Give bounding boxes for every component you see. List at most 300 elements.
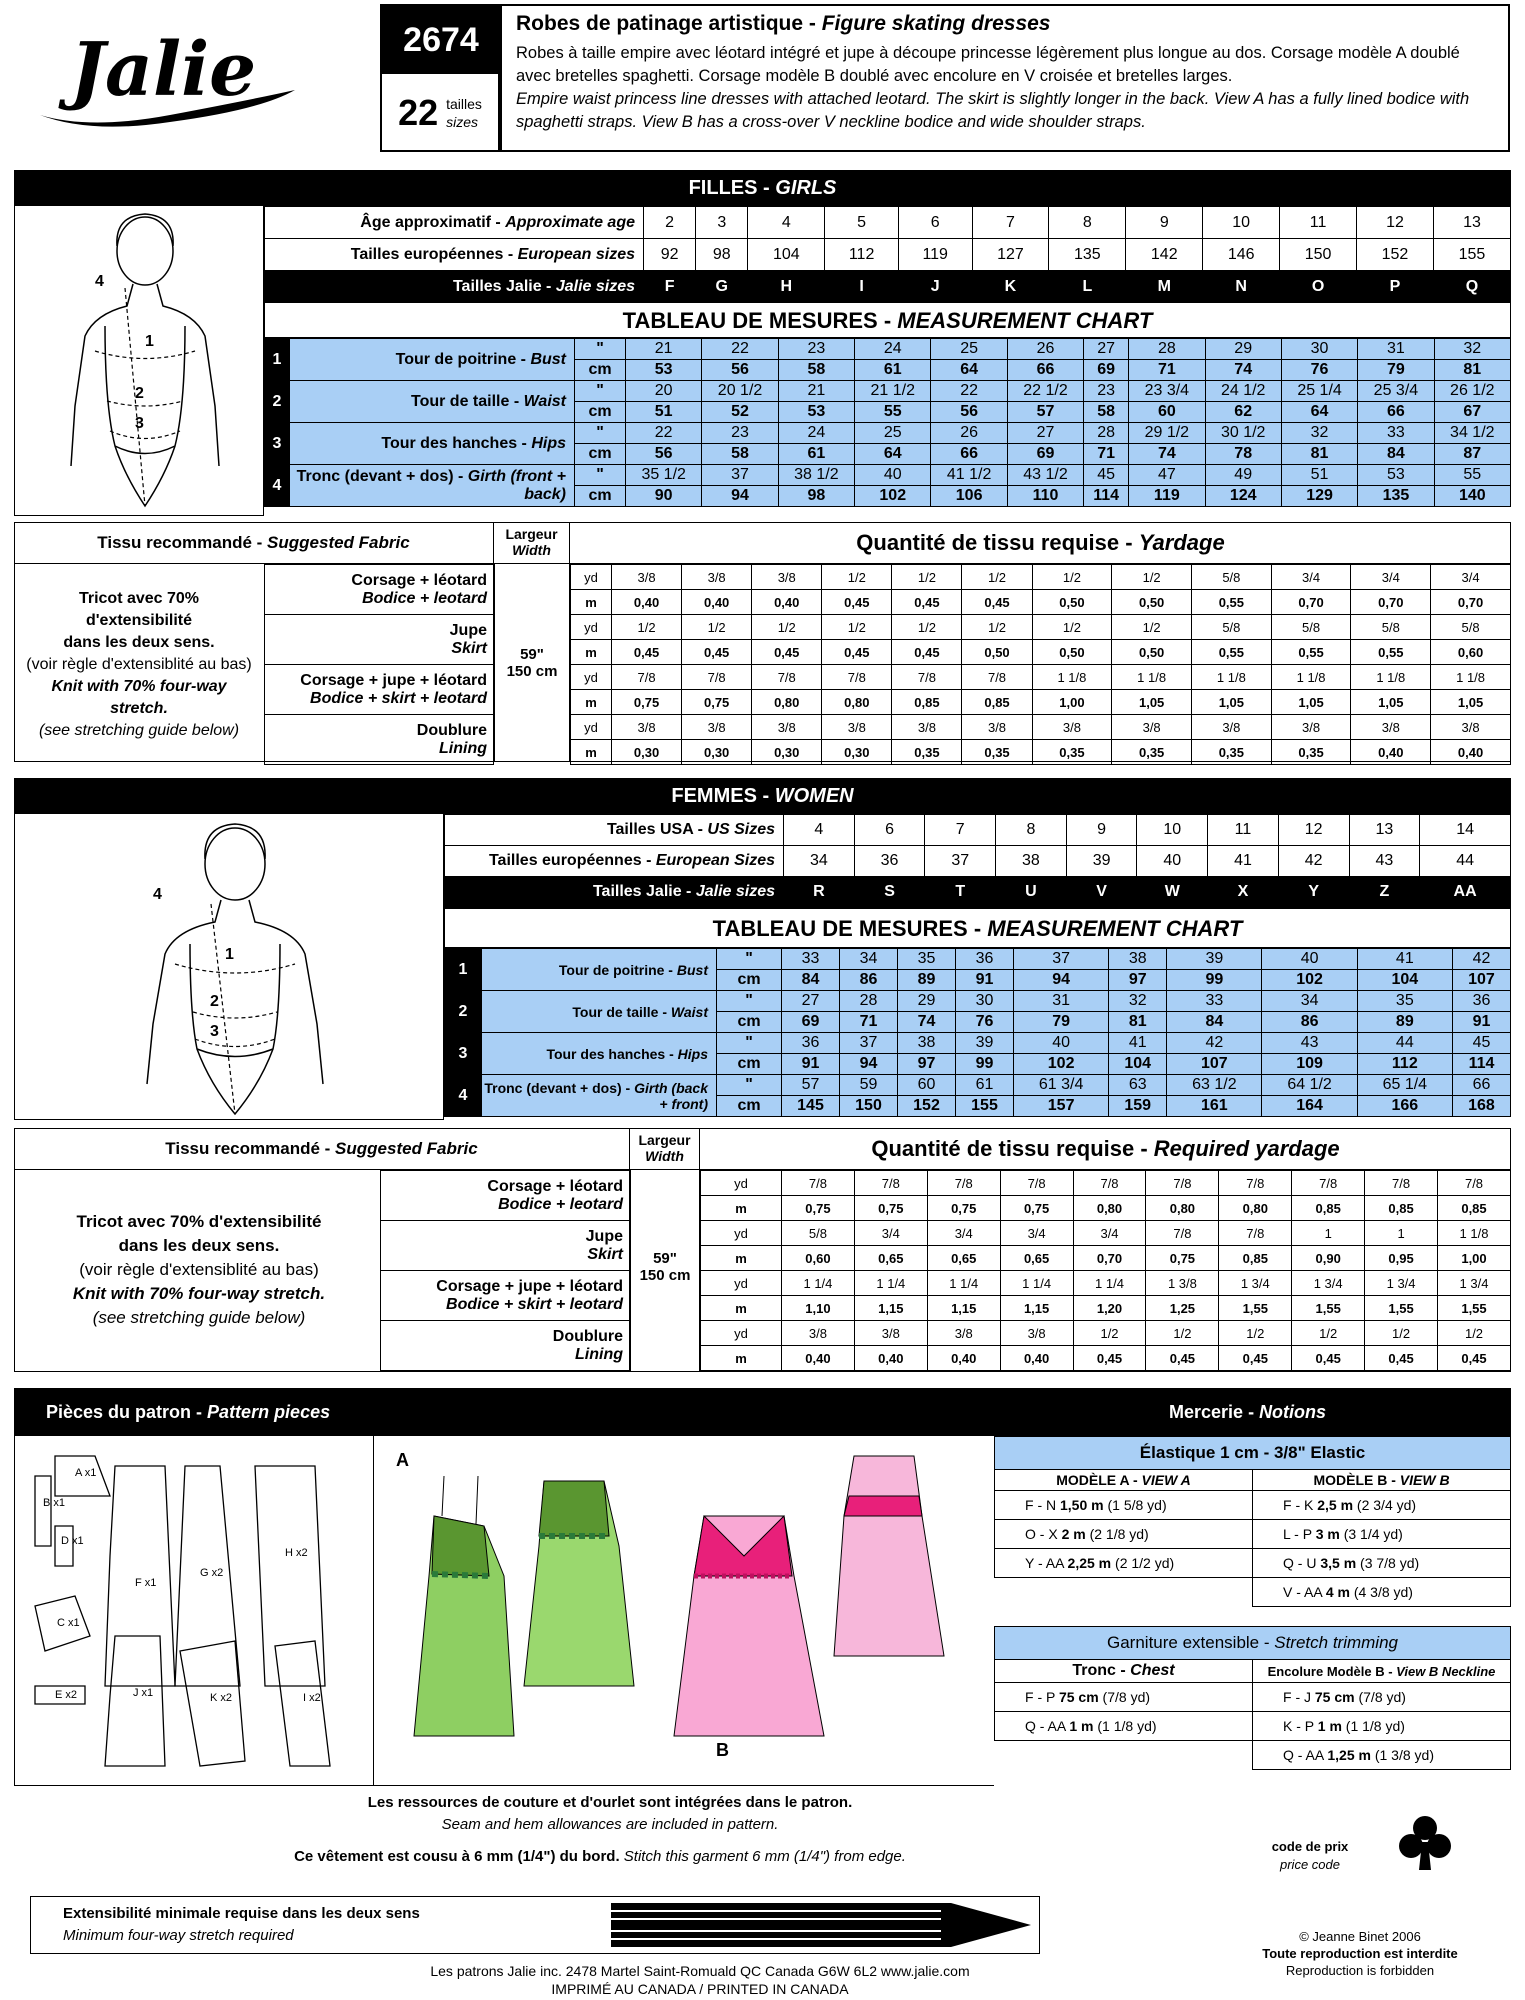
table-cell: 40	[855, 465, 931, 486]
address: Les patrons Jalie inc. 2478 Martel Saint-Romuald QC Canada G6W 6L2 www.jalie.com IMPRIMÉ AU CANADA / PRINTED IN CANADA	[430, 1963, 970, 1997]
table-cell: Doublure Lining	[381, 1321, 630, 1371]
table-cell: 34	[840, 949, 898, 970]
table-row	[571, 615, 1511, 640]
table-cell: 1 3/8	[1146, 1271, 1219, 1296]
table-cell: 3/8	[854, 1321, 927, 1346]
table-cell: 40	[1014, 1033, 1109, 1054]
table-cell: Tronc - Chest	[995, 1660, 1253, 1683]
table-cell: 3/4	[927, 1221, 1000, 1246]
table-cell: 38	[1109, 949, 1167, 970]
table-cell: Tailles Jalie - Jalie sizes	[265, 271, 644, 303]
table-cell: 0,45	[682, 640, 752, 665]
table-cell: 56	[626, 444, 702, 465]
table-cell: 135	[1049, 239, 1126, 271]
table-cell: "	[575, 339, 626, 360]
girls-measure-table	[264, 338, 1511, 507]
table-cell: 1 1/8	[1271, 665, 1351, 690]
table-cell: 9	[1066, 815, 1137, 846]
table-cell: 97	[1109, 970, 1167, 991]
table-cell: 7	[972, 207, 1049, 239]
women-yard-table	[700, 1170, 1511, 1371]
table-cell: 0,45	[822, 640, 892, 665]
table-cell: 0,35	[962, 740, 1032, 765]
table-row	[571, 665, 1511, 690]
table-cell: 0,40	[782, 1346, 855, 1371]
table-cell: 98	[778, 486, 854, 507]
table-cell: F	[644, 271, 696, 303]
table-cell: 1,15	[854, 1296, 927, 1321]
table-cell: 87	[1434, 444, 1510, 465]
table-cell: 89	[898, 970, 956, 991]
table-cell: 0,85	[1438, 1196, 1511, 1221]
table-cell: 5/8	[1431, 615, 1511, 640]
table-cell: 0,55	[1192, 590, 1272, 615]
women-width-val: 59" 150 cm	[630, 1170, 700, 1372]
table-cell: 3/8	[822, 715, 892, 740]
table-cell: Âge approximatif - Approximate age	[265, 207, 644, 239]
table-cell: 0,45	[752, 640, 822, 665]
table-cell: 124	[1205, 486, 1281, 507]
view-b-label: B	[716, 1740, 729, 1760]
table-row	[995, 1578, 1511, 1607]
table-cell: 3/8	[1431, 715, 1511, 740]
table-cell: 0,95	[1365, 1246, 1438, 1271]
table-row	[571, 690, 1511, 715]
table-cell: L - P 3 m (3 1/4 yd)	[1253, 1520, 1511, 1549]
table-cell: 53	[778, 402, 854, 423]
table-cell: 0,70	[1431, 590, 1511, 615]
table-cell: 84	[1358, 444, 1434, 465]
table-cell: 79	[1358, 360, 1434, 381]
table-cell: 28	[1129, 339, 1205, 360]
table-cell: 0,40	[1000, 1346, 1073, 1371]
table-cell: 7	[925, 815, 996, 846]
table-cell: K	[972, 271, 1049, 303]
table-cell: 13	[1349, 815, 1420, 846]
table-cell: 66	[1452, 1075, 1510, 1096]
table-cell: 30	[1281, 339, 1357, 360]
table-cell: 1/2	[1032, 565, 1112, 590]
table-cell: 4	[748, 207, 825, 239]
girls-width-head: Largeur Width	[494, 522, 570, 564]
table-cell: 3/4	[854, 1221, 927, 1246]
table-cell: 159	[1109, 1096, 1167, 1117]
table-cell: 155	[1433, 239, 1510, 271]
table-cell: 44	[1420, 846, 1511, 877]
table-cell: 1 3/4	[1219, 1271, 1292, 1296]
table-cell: 1/2	[962, 615, 1032, 640]
logo-text: Jalie	[70, 27, 257, 113]
svg-text:2: 2	[210, 993, 219, 1010]
table-cell: 3/8	[752, 565, 822, 590]
table-cell: Tour de poitrine - Bust	[290, 339, 575, 381]
table-cell: 11	[1208, 815, 1279, 846]
table-cell: 37	[840, 1033, 898, 1054]
table-cell: 43 1/2	[1007, 465, 1083, 486]
table-cell: 168	[1452, 1096, 1510, 1117]
table-cell: 34	[784, 846, 855, 877]
table-cell: 1 1/8	[1032, 665, 1112, 690]
table-cell: 0,75	[927, 1196, 1000, 1221]
table-cell: 3/4	[1351, 565, 1431, 590]
table-cell: 12	[1278, 815, 1349, 846]
table-cell: 3/8	[682, 715, 752, 740]
table-row	[265, 465, 1511, 486]
table-cell: 51	[1281, 465, 1357, 486]
table-cell: 5	[825, 207, 899, 239]
table-cell: 1,00	[1032, 690, 1112, 715]
piece-label: F x1	[135, 1577, 157, 1589]
table-cell: 1 1/8	[1431, 665, 1511, 690]
table-cell: 1/2	[1112, 615, 1192, 640]
table-cell: 7/8	[782, 1171, 855, 1196]
table-cell: 161	[1167, 1096, 1262, 1117]
table-cell: 78	[1205, 444, 1281, 465]
table-row	[265, 665, 494, 715]
table-cell: 61	[855, 360, 931, 381]
table-cell: 21	[778, 381, 854, 402]
table-cell: 32	[1281, 423, 1357, 444]
dress-a-front-icon	[414, 1476, 514, 1736]
table-cell: 5/8	[1351, 615, 1431, 640]
table-cell: U	[996, 877, 1067, 908]
table-cell: 1/2	[612, 615, 682, 640]
table-cell: 0,60	[1431, 640, 1511, 665]
table-row	[701, 1321, 1511, 1346]
table-cell: 84	[782, 970, 840, 991]
table-cell: 60	[1129, 402, 1205, 423]
table-cell: 28	[840, 991, 898, 1012]
table-cell	[995, 1741, 1253, 1770]
table-cell: yd	[571, 615, 612, 640]
piece-label: K x2	[210, 1692, 233, 1704]
table-cell: 7/8	[1292, 1171, 1365, 1196]
svg-text:1: 1	[145, 333, 154, 350]
table-cell: 0,80	[1219, 1196, 1292, 1221]
table-cell: 4	[784, 815, 855, 846]
table-row	[265, 423, 1511, 444]
table-cell: 3/8	[1032, 715, 1112, 740]
svg-text:2: 2	[135, 385, 144, 402]
table-cell: 30 1/2	[1205, 423, 1281, 444]
table-cell: 40	[1137, 846, 1208, 877]
body-figure-icon	[15, 206, 263, 514]
table-cell: O	[1280, 271, 1357, 303]
table-cell: cm	[717, 970, 782, 991]
table-cell: 0,80	[822, 690, 892, 715]
table-cell: 0,35	[1112, 740, 1192, 765]
table-cell: 6	[854, 815, 925, 846]
women-figure	[14, 814, 444, 1120]
table-cell: 2	[644, 207, 696, 239]
table-cell: 1,55	[1219, 1296, 1292, 1321]
table-cell: 104	[1357, 970, 1452, 991]
table-cell: 7/8	[612, 665, 682, 690]
table-cell: 0,45	[1073, 1346, 1146, 1371]
girls-width-val: 59" 150 cm	[494, 564, 570, 762]
table-cell: 30	[956, 991, 1014, 1012]
table-cell: 14	[1420, 815, 1511, 846]
table-cell: 7/8	[962, 665, 1032, 690]
table-cell: 21	[626, 339, 702, 360]
table-cell: 53	[1358, 465, 1434, 486]
table-cell: Tronc (devant + dos) - Girth (front + back)	[290, 465, 575, 507]
table-cell: 150	[1280, 239, 1357, 271]
table-cell: 1/2	[752, 615, 822, 640]
table-cell: Q - AA 1 m (1 1/8 yd)	[995, 1712, 1253, 1741]
table-cell: 62	[1205, 402, 1281, 423]
table-cell: 7/8	[1000, 1171, 1073, 1196]
table-cell: 9	[1126, 207, 1203, 239]
table-cell: 0,40	[854, 1346, 927, 1371]
piece-label: D x1	[61, 1535, 84, 1547]
table-cell: Z	[1349, 877, 1420, 908]
table-cell: 32	[1109, 991, 1167, 1012]
table-cell: 66	[931, 444, 1007, 465]
table-cell: m	[701, 1196, 782, 1221]
table-cell: 26	[1007, 339, 1083, 360]
table-cell: 23	[702, 423, 778, 444]
table-cell: 28	[1084, 423, 1129, 444]
table-cell: 57	[1007, 402, 1083, 423]
table-cell: 40	[1262, 949, 1357, 970]
table-cell: 45	[1452, 1033, 1510, 1054]
svg-text:3: 3	[135, 415, 144, 432]
table-cell: 1,55	[1292, 1296, 1365, 1321]
table-cell: 0,75	[1146, 1246, 1219, 1271]
table-cell: 64	[855, 444, 931, 465]
table-cell: 58	[778, 360, 854, 381]
table-cell: 0,75	[612, 690, 682, 715]
table-cell: 1/2	[1073, 1321, 1146, 1346]
table-cell: 0,50	[1112, 590, 1192, 615]
table-cell: Doublure Lining	[265, 715, 494, 765]
table-cell: 5/8	[782, 1221, 855, 1246]
table-row	[381, 1271, 630, 1321]
table-cell: cm	[575, 360, 626, 381]
table-cell: 152	[1357, 239, 1434, 271]
table-cell: 1/2	[1146, 1321, 1219, 1346]
table-cell: V	[1066, 877, 1137, 908]
table-cell: 166	[1357, 1096, 1452, 1117]
table-cell: 51	[626, 402, 702, 423]
table-cell: V - AA 4 m (4 3/8 yd)	[1253, 1578, 1511, 1607]
table-cell: 1 1/4	[927, 1271, 1000, 1296]
table-cell: T	[925, 877, 996, 908]
table-cell: F - N 1,50 m (1 5/8 yd)	[995, 1491, 1253, 1520]
table-cell: Encolure Modèle B - View B Neckline	[1253, 1660, 1511, 1683]
table-cell: 41	[1208, 846, 1279, 877]
table-cell: 37	[1014, 949, 1109, 970]
table-cell: 69	[1007, 444, 1083, 465]
table-cell: Tailles USA - US Sizes	[445, 815, 784, 846]
table-cell: P	[1357, 271, 1434, 303]
table-cell: 1 1/8	[1192, 665, 1272, 690]
table-cell: 1,20	[1073, 1296, 1146, 1321]
trim-table	[994, 1626, 1511, 1770]
table-cell: 0,55	[1271, 640, 1351, 665]
table-cell: "	[717, 1075, 782, 1096]
table-cell: 74	[1129, 444, 1205, 465]
view-a-label: A	[396, 1450, 409, 1470]
table-cell: 0,85	[962, 690, 1032, 715]
table-cell: 7/8	[892, 665, 962, 690]
table-row	[445, 1075, 1511, 1096]
table-cell: K - P 1 m (1 1/8 yd)	[1253, 1712, 1511, 1741]
table-cell: 1,05	[1431, 690, 1511, 715]
table-cell: 0,45	[892, 640, 962, 665]
svg-text:3: 3	[210, 1023, 219, 1040]
table-cell: 22	[702, 339, 778, 360]
table-cell: yd	[701, 1271, 782, 1296]
table-cell: Tour des hanches - Hips	[482, 1033, 717, 1075]
girls-sizes-table	[264, 206, 1511, 303]
table-cell: 41	[1357, 949, 1452, 970]
table-row	[445, 991, 1511, 1012]
dress-b-back-icon	[834, 1456, 944, 1656]
table-cell: 0,30	[822, 740, 892, 765]
table-cell: 55	[1434, 465, 1510, 486]
table-cell: 3/4	[1000, 1221, 1073, 1246]
table-cell: 3/4	[1271, 565, 1351, 590]
table-cell: 0,30	[612, 740, 682, 765]
table-cell: 106	[931, 486, 1007, 507]
table-cell: Y	[1278, 877, 1349, 908]
table-cell: 71	[1129, 360, 1205, 381]
girls-chart-title: TABLEAU DE MESURES - MEASUREMENT CHART	[264, 302, 1511, 338]
table-cell: "	[717, 1033, 782, 1054]
table-cell: 1 1/4	[854, 1271, 927, 1296]
table-cell: 0,50	[1032, 590, 1112, 615]
table-cell: R	[784, 877, 855, 908]
girls-fabric-desc: Tricot avec 70% d'extensibilité dans les deux sens. (voir règle d'extensiblité au bas) Knit with 70% four-way stretch. (see stretching guide below)	[26, 590, 252, 739]
table-cell: 102	[1262, 970, 1357, 991]
table-cell: 0,65	[927, 1246, 1000, 1271]
table-row	[381, 1221, 630, 1271]
table-cell: 81	[1434, 360, 1510, 381]
table-row	[571, 640, 1511, 665]
table-cell: 104	[748, 239, 825, 271]
table-cell: 0,85	[892, 690, 962, 715]
pattern-pieces-icon	[15, 1436, 373, 1784]
table-cell: 0,45	[1438, 1346, 1511, 1371]
table-cell: 13	[1433, 207, 1510, 239]
table-cell: F - J 75 cm (7/8 yd)	[1253, 1683, 1511, 1712]
table-cell: 0,70	[1271, 590, 1351, 615]
table-cell: 3/8	[927, 1321, 1000, 1346]
table-row	[701, 1246, 1511, 1271]
table-cell: 5/8	[1192, 615, 1272, 640]
header-text	[500, 6, 1508, 150]
table-cell: m	[701, 1296, 782, 1321]
table-cell: 1,55	[1438, 1296, 1511, 1321]
table-cell: "	[575, 423, 626, 444]
piece-label: B x1	[43, 1497, 66, 1509]
table-cell: 60	[898, 1075, 956, 1096]
table-cell: 1,15	[927, 1296, 1000, 1321]
table-row	[445, 877, 1511, 908]
table-cell: Jupe Skirt	[381, 1221, 630, 1271]
svg-text:4: 4	[95, 273, 104, 290]
women-chart-title: TABLEAU DE MESURES - MEASUREMENT CHART	[444, 908, 1511, 948]
table-cell: 1 3/4	[1438, 1271, 1511, 1296]
table-cell: 3/8	[782, 1321, 855, 1346]
table-cell: 0,55	[1351, 640, 1431, 665]
table-cell: 0,75	[1000, 1196, 1073, 1221]
table-cell: 58	[1084, 402, 1129, 423]
table-cell: 1,15	[1000, 1296, 1073, 1321]
table-row	[701, 1221, 1511, 1246]
table-cell: 42	[1167, 1033, 1262, 1054]
table-cell: 7/8	[1146, 1221, 1219, 1246]
table-cell: 24	[855, 339, 931, 360]
table-cell: 3	[265, 423, 290, 465]
table-cell: 3/8	[612, 715, 682, 740]
table-cell: 34 1/2	[1434, 423, 1510, 444]
table-cell: 37	[925, 846, 996, 877]
table-cell: 140	[1434, 486, 1510, 507]
table-cell: 1,05	[1351, 690, 1431, 715]
table-cell: Tailles Jalie - Jalie sizes	[445, 877, 784, 908]
table-cell: 0,80	[1073, 1196, 1146, 1221]
table-cell: MODÈLE B - VIEW B	[1253, 1470, 1511, 1491]
table-cell: 38	[898, 1033, 956, 1054]
table-cell: 1/2	[682, 615, 752, 640]
table-cell: 76	[956, 1012, 1014, 1033]
table-cell: 91	[956, 970, 1014, 991]
table-cell: 0,85	[1219, 1246, 1292, 1271]
women-fabric-desc: Tricot avec 70% d'extensibilité dans les deux sens. (voir règle d'extensiblité au bas) Knit with 70% four-way stretch. (see stretching guide below)	[72, 1212, 326, 1327]
table-cell: 36	[1452, 991, 1510, 1012]
table-cell: M	[1126, 271, 1203, 303]
table-row	[265, 271, 1511, 303]
table-cell: 0,50	[962, 640, 1032, 665]
table-row	[995, 1683, 1511, 1712]
table-cell: 42	[1278, 846, 1349, 877]
table-row	[445, 949, 1511, 970]
table-cell: 36	[854, 846, 925, 877]
table-cell: m	[701, 1346, 782, 1371]
table-cell: 0,45	[1219, 1346, 1292, 1371]
table-cell: 43	[1349, 846, 1420, 877]
table-cell: 91	[1452, 1012, 1510, 1033]
table-cell: 1 1/4	[1000, 1271, 1073, 1296]
table-cell: 5/8	[1271, 615, 1351, 640]
table-cell: 0,65	[854, 1246, 927, 1271]
table-row	[265, 615, 494, 665]
table-cell: 0,45	[962, 590, 1032, 615]
table-cell: 1/2	[1292, 1321, 1365, 1346]
table-cell: 3/8	[1192, 715, 1272, 740]
table-cell: 7/8	[1219, 1171, 1292, 1196]
table-cell: 1	[265, 339, 290, 381]
table-cell: 1 1/8	[1112, 665, 1192, 690]
table-cell: 26 1/2	[1434, 381, 1510, 402]
piece-label: E x2	[55, 1689, 78, 1701]
table-cell: 41	[1109, 1033, 1167, 1054]
table-cell: 7/8	[752, 665, 822, 690]
table-cell: 5/8	[1192, 565, 1272, 590]
table-cell: Jupe Skirt	[265, 615, 494, 665]
table-cell: Tour des hanches - Hips	[290, 423, 575, 465]
table-cell: 0,60	[782, 1246, 855, 1271]
table-cell: 4	[445, 1075, 482, 1117]
table-row	[445, 846, 1511, 877]
table-cell: 64 1/2	[1262, 1075, 1357, 1096]
table-cell: 10	[1137, 815, 1208, 846]
table-cell: 7/8	[1219, 1221, 1292, 1246]
table-cell: 0,30	[752, 740, 822, 765]
